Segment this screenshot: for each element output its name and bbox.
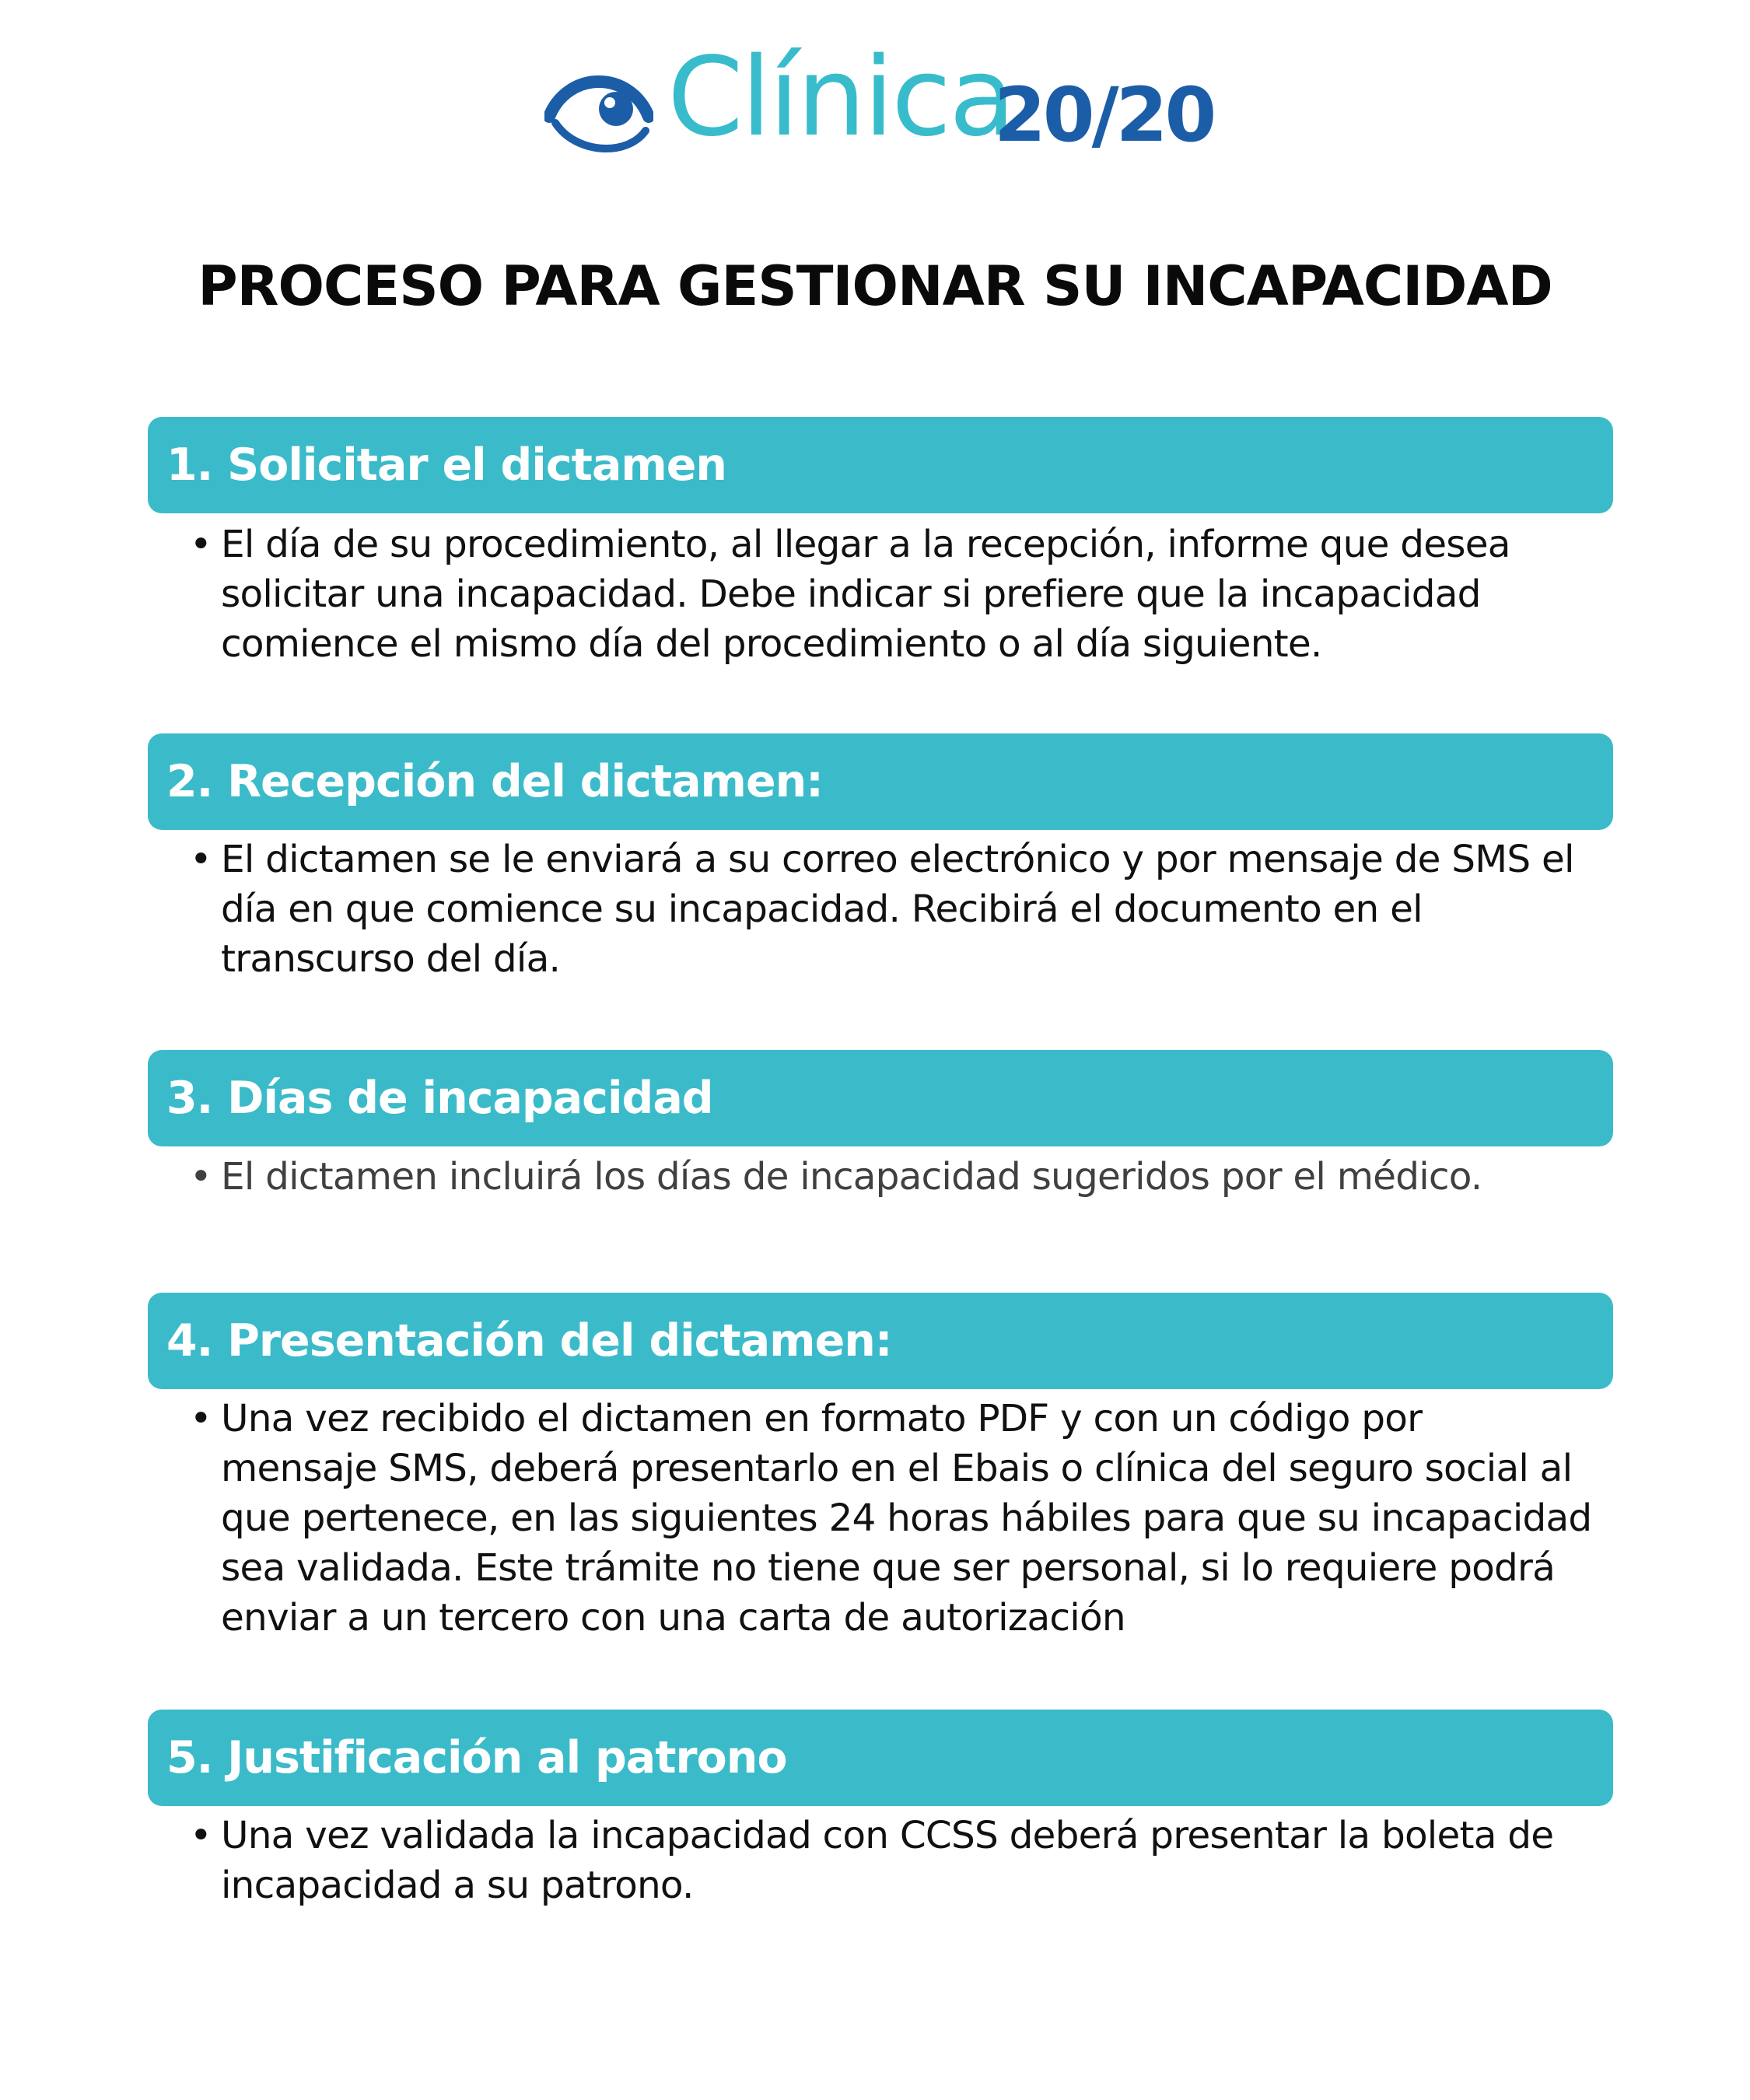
eye-icon <box>544 62 653 162</box>
bullet-icon: • <box>190 1397 212 1440</box>
step-3-header <box>148 1050 1613 1146</box>
step-4-line-4: sea validada. Este trámite no tiene que ser personal, si lo requiere podrá <box>221 1546 1556 1590</box>
step-1-heading: 1. Solicitar el dictamen <box>166 439 726 491</box>
step-3-heading: 3. Días de incapacidad <box>166 1073 713 1124</box>
step-1-line-2: solicitar una incapacidad. Debe indicar si prefiere que la incapacidad <box>221 572 1481 616</box>
logo-brand-name: Clínica <box>667 34 1013 161</box>
step-2-header <box>148 733 1613 830</box>
step-3-line-1: El dictamen incluirá los días de incapacidad sugeridos por el médico. <box>221 1155 1482 1199</box>
step-3-body <box>190 1152 1590 1202</box>
step-2-heading: 2. Recepción del dictamen: <box>166 756 823 807</box>
bullet-icon: • <box>190 1814 212 1857</box>
step-4-body <box>190 1394 1590 1643</box>
step-1-header <box>148 417 1613 513</box>
clinic-logo <box>544 34 1214 177</box>
step-4-heading: 4. Presentación del dictamen: <box>166 1315 892 1367</box>
step-2-line-2: día en que comience su incapacidad. Recibirá el documento en el <box>221 887 1423 931</box>
step-4-header <box>148 1293 1613 1389</box>
step-5-heading: 5. Justificación al patrono <box>166 1732 787 1783</box>
page-title: PROCESO PARA GESTIONAR SU INCAPACIDAD <box>198 254 1552 318</box>
step-4-line-2: mensaje SMS, deberá presentarlo en el Ebais o clínica del seguro social al <box>221 1447 1573 1490</box>
step-4-line-5: enviar a un tercero con una carta de autorización <box>221 1596 1125 1640</box>
bullet-icon: • <box>190 523 212 566</box>
step-1-line-1: El día de su procedimiento, al llegar a la recepción, informe que desea <box>221 523 1510 566</box>
step-5-body <box>190 1811 1590 1910</box>
bullet-icon: • <box>190 838 212 881</box>
step-5-line-1: Una vez validada la incapacidad con CCSS deberá presentar la boleta de <box>221 1814 1554 1857</box>
step-4-line-3: que pertenece, en las siguientes 24 horas hábiles para que su incapacidad <box>221 1496 1592 1540</box>
logo-brand-number: 20/20 <box>994 72 1214 159</box>
step-5-header <box>148 1710 1613 1806</box>
step-5-line-2: incapacidad a su patrono. <box>221 1864 694 1907</box>
step-1-line-3: comience el mismo día del procedimiento o al día siguiente. <box>221 622 1322 666</box>
step-2-line-3: transcurso del día. <box>221 937 561 981</box>
step-1-body <box>190 520 1590 669</box>
step-4-line-1: Una vez recibido el dictamen en formato PDF y con un código por <box>221 1397 1423 1440</box>
bullet-icon: • <box>190 1155 212 1199</box>
step-2-body <box>190 835 1590 984</box>
step-2-line-1: El dictamen se le enviará a su correo electrónico y por mensaje de SMS el <box>221 838 1574 881</box>
